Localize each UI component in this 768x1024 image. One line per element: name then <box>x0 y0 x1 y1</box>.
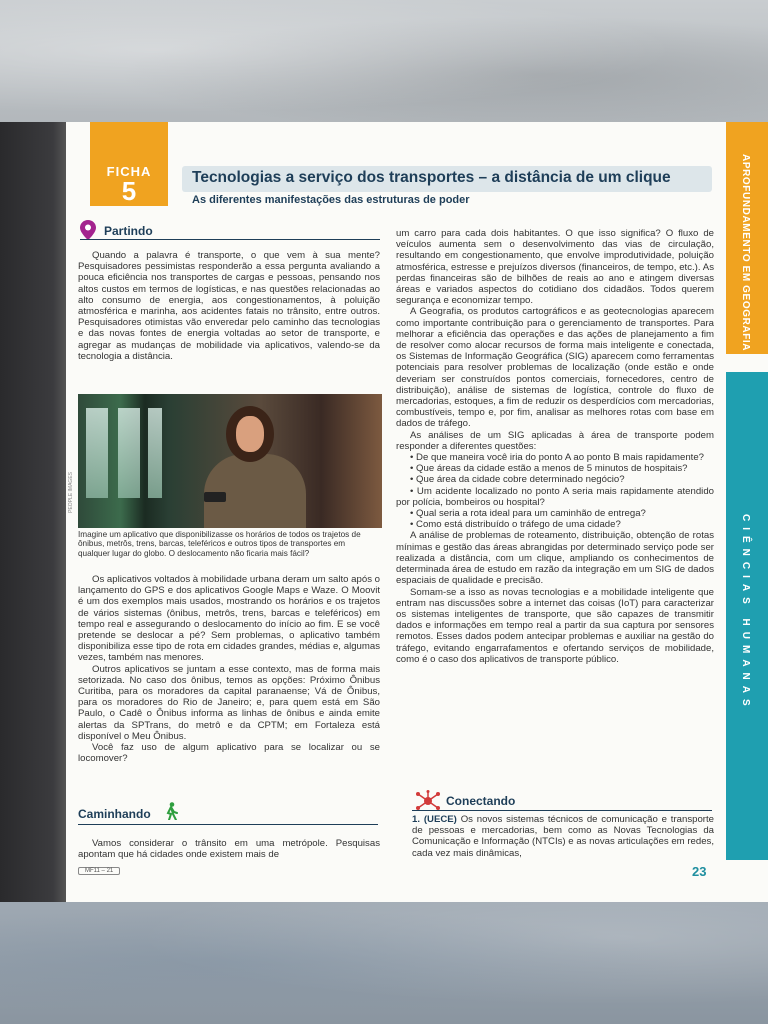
section-divider <box>78 824 378 825</box>
photo-caption: Imagine um aplicativo que disponibilizasse os horários de todos os trajetos de ônibus, metrôs, trens, barcas, teleféricos e outros tipos de transportes em qualquer lugar do globo. O deslocamento não ficaria mais fácil? <box>78 530 361 558</box>
paragraph: Outros aplicativos se juntam a esse contexto, mas de forma mais setorizada. No caso dos ônibus, temos as opções: Próximo Ônibus Curitiba, para os moradores da capital paranaense; Vá de Ônibus, para os moradores do Rio de Janeiro; e, para quem está em São Paulo, o Cadê o Ônibus informa as linhas de ônibus e ainda emite alertas da SPTrans, do metrô e da CPTM; em Fortaleza está disponível o Meu Ônibus. <box>78 663 380 742</box>
paragraph: A Geografia, os produtos cartográficos e as geotecnologias aparecem como importante contribuição para o gerenciamento de transportes. Para melhorar a eficiência das operações e das ações de planejamento a fim de resolver como alocar recursos de forma mais inteligente e conectada, os Sistemas de Informação Geográfica (SIG) aparecem como ferramentas potenciais para resolver problemas de localização (onde estão e onde deveriam ser construídos pontos comerciais, fornecedores, centro de distribuição), análise de sistemas de logística, controle do fluxo de mercadorias, estoques, a fim de reduzir os desperdícios com mercadorias, combustíveis, tempo e, por fim, analisar as melhores rotas com base em dados de tráfego. <box>396 306 714 430</box>
paragraph: Vamos considerar o trânsito em uma metrópole. Pesquisas apontam que há cidades onde existem mais de <box>78 838 380 861</box>
person-face <box>236 416 264 452</box>
photo-credit: PEOPLE IMAGES <box>68 472 74 513</box>
location-pin-icon <box>80 220 96 240</box>
footer-code: MF11 – 21 <box>78 867 120 875</box>
bullet-item: • Qual seria a rota ideal para um caminhão de entrega? <box>410 508 646 520</box>
train-window <box>86 408 108 498</box>
section-partindo: Partindo <box>104 224 153 238</box>
exercise-text: Os novos sistemas técnicos de comunicação e transporte de pessoas e mercadorias, bem como as Novas Tecnologias da Comunicação e Informação (NTCIs) e as novas articulações em redes, cada vez mais dinâmicas, <box>412 814 714 859</box>
bullet-item: • Que áreas da cidade estão a menos de 5 minutos de hospitais? <box>410 463 688 475</box>
paragraph: As análises de um SIG aplicadas à área de transporte podem responder a diferentes questões: <box>396 429 714 452</box>
network-icon <box>414 790 442 812</box>
ficha-tab <box>90 122 168 206</box>
paragraph: A análise de problemas de roteamento, distribuição, obtenção de rotas mínimas e gestão das áreas abrangidas por determinado serviço pode ser realizada a distância, com um clique, ampliando os conhecimentos de determinada área de estudo em razão da integração em um SIG de dados espaciais de qualidade e precisão. <box>396 530 714 587</box>
exercise-1 <box>412 814 714 859</box>
side-tab-bottom-label: CIÊNCIAS HUMANAS <box>740 514 751 712</box>
ficha-number: 5 <box>121 176 137 206</box>
section-divider <box>412 810 712 811</box>
left-column-bottom <box>78 574 380 764</box>
left-column-top <box>78 250 380 362</box>
exercise-source: (UECE) <box>423 814 457 825</box>
book-page <box>66 122 768 902</box>
book-spine <box>0 122 66 902</box>
train-window <box>148 408 162 498</box>
walking-icon <box>164 802 178 820</box>
section-divider <box>80 239 380 240</box>
bullet-item: • De que maneira você iria do ponto A ao ponto B mais rapidamente? <box>410 452 705 464</box>
ficha-label: FICHA <box>106 164 152 179</box>
background-top <box>0 0 768 124</box>
right-column <box>396 228 714 665</box>
bullet-item: • Como está distribuído o tráfego de uma cidade? <box>410 519 621 531</box>
paragraph: Você faz uso de algum aplicativo para se localizar ou se locomover? <box>78 742 380 765</box>
person-coat <box>204 454 306 528</box>
page-title: Tecnologias a serviço dos transportes – a distância de um clique <box>192 169 671 186</box>
bullet-item: • Que área da cidade cobre determinado negócio? <box>410 474 625 486</box>
side-tab-top-label: APROFUNDAMENTO EM GEOGRAFIA <box>740 154 751 352</box>
background-bottom <box>0 900 768 1024</box>
exercise-number: 1. <box>412 814 421 825</box>
paragraph: Quando a palavra é transporte, o que vem à sua mente? Pesquisadores pessimistas responderão a essa pergunta avaliando a pouca eficiência nos transportes de cargas e pessoas, pensando nos altos custos em termos de logísticas, e nas questões relacionadas ao alto consumo de energia, aos congestionamentos, à poluição atmosférica e marinha, aos acidentes fatais no trânsito, entre outros. Pesquisadores otimistas vão enveredar pelo caminho das tecnologias e das novas fontes de energia voltadas ao setor de transporte, e agregar as mudanças de mobilidade via aplicativos, valendo-se da tecnologia a distância. <box>78 250 380 362</box>
left-column-end <box>78 838 380 860</box>
paragraph: um carro para cada dois habitantes. O que isso significa? O fluxo de veículos aumenta sem o desenvolvimento das vias de circulação, resultando em congestionamento, que envolve improdutividade, poluição atmosférica, estresse e prejuízos diversos (financeiros, de tempo, etc.). As perdas financeiras são de bilhões de reais ao ano e atingem diversas áreas e variados aspectos do cotidiano dos cidadãos. Todos querem segurança e economizar tempo. <box>396 228 714 307</box>
paragraph: Os aplicativos voltados à mobilidade urbana deram um salto após o lançamento do GPS e dos aplicativos Google Maps e Waze. O Moovit é um dos exemplos mais usados, mostrando os horários e os trajetos de vários sistemas (ônibus, metrôs, trens, barcas e teleféricos) em tempo real e assegurando o deslocamento do início ao fim. E se você pretende se deslocar a pé? Sem problemas, o aplicativo também disponibiliza esse tipo de rota em cidades grandes, médias e, algumas vezes, também nas menores. <box>78 574 380 664</box>
paragraph: Somam-se a isso as novas tecnologias e a mobilidade inteligente que entram nas discussões sobre a internet das coisas (IoT) para caracterizar os sistemas inteligentes de transporte, que são capazes de transmitir dados e informações em tempo real a partir da sua captura por sensores remotos. Esses dados podem antecipar problemas e auxiliar na gestão do tráfego, evitando engarrafamentos e ofertando serviços de mobilidade, como é o caso dos aplicativos de transporte público. <box>396 586 714 665</box>
page-number: 23 <box>692 864 707 879</box>
bullet-item: • Um acidente localizado no ponto A seria mais rapidamente atendido por polícia, bombeiros ou hospital? <box>396 485 714 508</box>
section-conectando: Conectando <box>446 794 516 808</box>
section-caminhando: Caminhando <box>78 807 151 821</box>
phone <box>204 492 226 502</box>
train-window <box>118 408 140 498</box>
subway-photo <box>78 394 382 528</box>
page-subtitle: As diferentes manifestações das estruturas de poder <box>192 194 470 206</box>
